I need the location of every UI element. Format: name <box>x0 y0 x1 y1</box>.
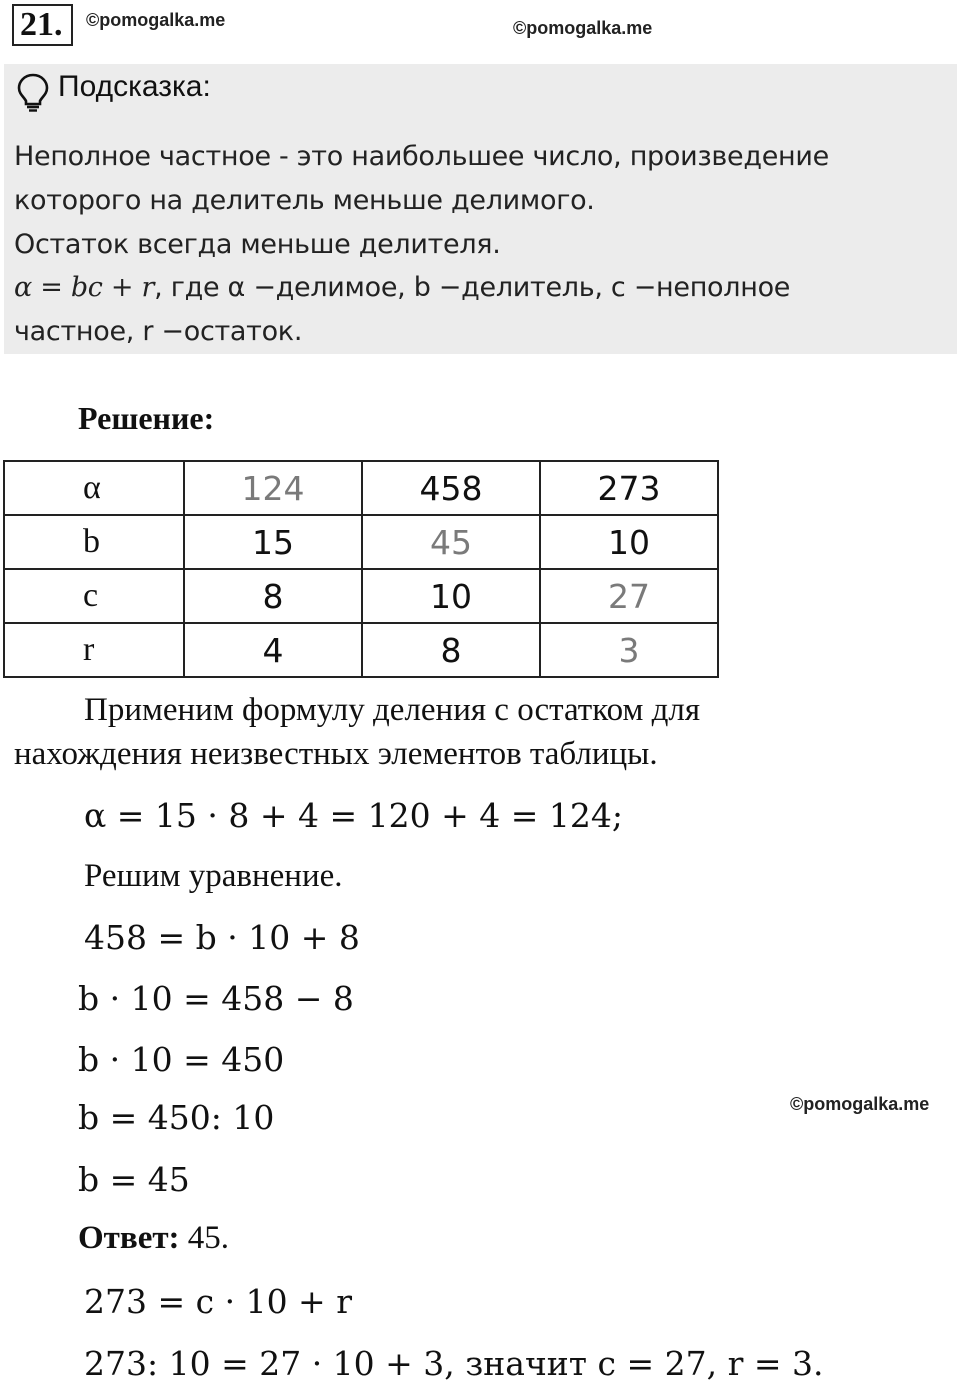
equation: α = 15 · 8 + 4 = 120 + 4 = 124; <box>84 796 623 835</box>
hint-line: Неполное частное - это наибольшее число, произведение <box>14 141 829 172</box>
row-label: c <box>4 569 184 623</box>
hint-line <box>14 272 790 303</box>
answer-label: Ответ: <box>78 1220 180 1256</box>
table-cell: 4 <box>184 623 362 677</box>
watermark: ©pomogalka.me <box>86 10 226 30</box>
table-cell: 45 <box>362 515 540 569</box>
row-label: r <box>4 623 184 677</box>
equation: 273 = c · 10 + r <box>84 1282 352 1321</box>
watermark: ©pomogalka.me <box>790 1094 930 1114</box>
equation: b · 10 = 450 <box>78 1040 285 1079</box>
answer-value: 45. <box>179 1220 230 1256</box>
equation: 458 = b · 10 + 8 <box>84 918 360 957</box>
table-cell: 273 <box>540 461 718 515</box>
lightbulb-icon <box>16 72 50 117</box>
intro-text: Применим формулу деления с остатком для <box>84 692 701 728</box>
solution-table <box>3 460 719 678</box>
row-label: b <box>4 515 184 569</box>
hint-line: Остаток всегда меньше делителя. <box>14 229 501 260</box>
solution-heading: Решение: <box>78 400 215 436</box>
table-row <box>4 569 718 623</box>
table-cell: 27 <box>540 569 718 623</box>
table-cell: 15 <box>184 515 362 569</box>
table-row <box>4 461 718 515</box>
table-cell: 8 <box>184 569 362 623</box>
hint-formula: α = bc + r <box>14 272 155 303</box>
table-cell: 8 <box>362 623 540 677</box>
table-row <box>4 515 718 569</box>
table-cell: 458 <box>362 461 540 515</box>
watermark: ©pomogalka.me <box>513 18 653 38</box>
hint-line: частное, r −остаток. <box>14 316 303 347</box>
equation: b = 45 <box>78 1160 190 1199</box>
table-row <box>4 623 718 677</box>
table-cell: 124 <box>184 461 362 515</box>
hint-line-tail: , где α −делимое, b −делитель, c −неполное <box>154 272 791 303</box>
solve-text: Решим уравнение. <box>84 858 343 894</box>
intro-text: нахождения неизвестных элементов таблицы. <box>14 736 658 772</box>
table-cell: 10 <box>362 569 540 623</box>
answer <box>78 1220 229 1257</box>
hint-title: Подсказка: <box>58 70 211 103</box>
equation: 273: 10 = 27 · 10 + 3, значит c = 27, r = 3. <box>84 1344 824 1383</box>
table-cell: 10 <box>540 515 718 569</box>
hint-line: которого на делитель меньше делимого. <box>14 185 595 216</box>
row-label: α <box>4 461 184 515</box>
table-cell: 3 <box>540 623 718 677</box>
task-number: 21. <box>12 4 73 46</box>
equation: b · 10 = 458 − 8 <box>78 979 354 1018</box>
equation: b = 450: 10 <box>78 1098 275 1137</box>
